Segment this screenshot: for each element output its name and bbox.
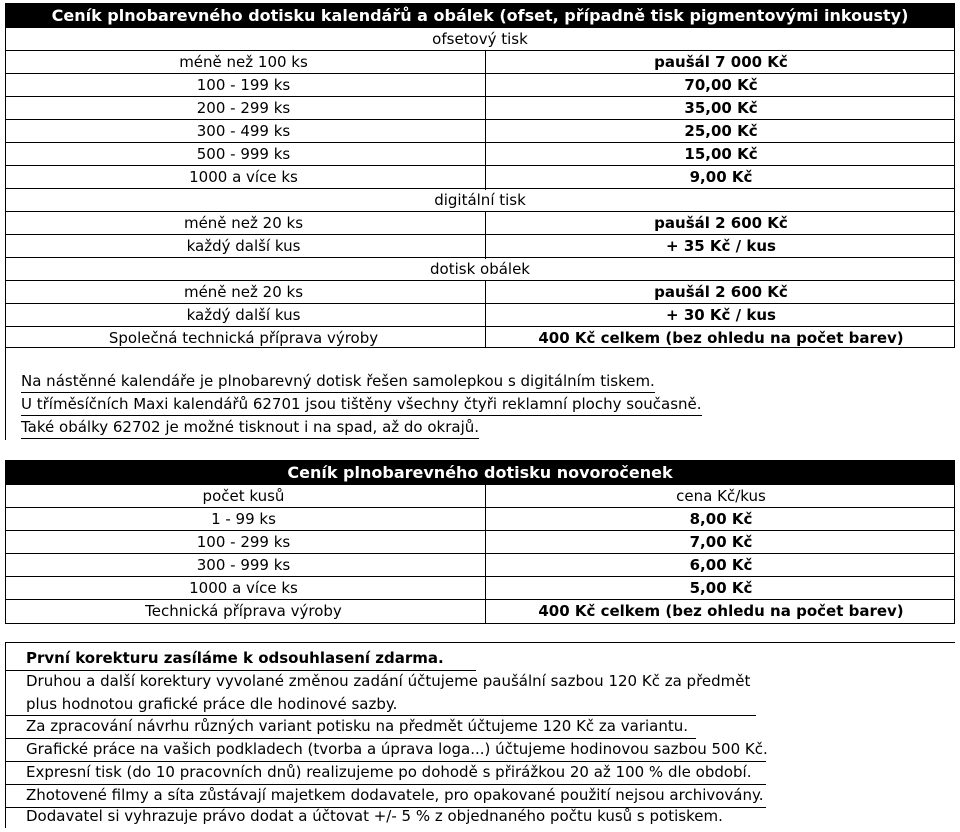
row-label: 1000 a více ks (189, 579, 298, 597)
row-value: 8,00 Kč (689, 510, 753, 528)
row-label: méně než 20 ks (183, 283, 304, 301)
note-line: Zhotovené filmy a síta zůstávají majetkem dodavatele, pro opakované použití nejsou archivovány. (26, 786, 764, 804)
greeting-card-price-table (5, 460, 955, 624)
table-row (6, 166, 954, 189)
row-value: paušál 2 600 Kč (654, 283, 788, 301)
calendar-notes (5, 348, 955, 440)
row-label: Technická příprava výroby (145, 602, 342, 620)
free-proof-note: První korekturu zasíláme k odsouhlasení zdarma. (26, 649, 444, 667)
table-row (6, 212, 954, 235)
table-row (6, 508, 954, 531)
section-heading-label: dotisk obálek (430, 260, 530, 278)
row-label: Společná technická příprava výroby (108, 329, 379, 347)
table-row (6, 143, 954, 166)
table-row (6, 577, 954, 600)
note-line: U tříměsíčních Maxi kalendářů 62701 jsou tištěny všechny čtyři reklamní plochy současně. (21, 393, 702, 416)
row-value: paušál 7 000 Kč (654, 53, 788, 71)
row-label: 300 - 999 ks (196, 556, 291, 574)
row-value: 15,00 Kč (684, 145, 758, 163)
row-label: 500 - 999 ks (196, 145, 291, 163)
row-value: 6,00 Kč (689, 556, 753, 574)
greeting-card-table-title: Ceník plnobarevného dotisku novoročenek (6, 461, 954, 485)
column-divider (485, 51, 486, 190)
table-row (6, 600, 954, 623)
note-line: plus hodnotou grafické práce dle hodinové sazby. (26, 695, 398, 713)
table-row (6, 51, 954, 74)
table-row (6, 327, 954, 350)
row-label: 1000 a více ks (189, 168, 298, 186)
section-heading-offset (6, 28, 954, 51)
row-label: 100 - 199 ks (196, 76, 291, 94)
note-line: Expresní tisk (do 10 pracovních dnů) realizujeme po dohodě s přirážkou 20 až 100 % dle období. (26, 763, 752, 781)
table-row (6, 554, 954, 577)
row-value: 5,00 Kč (689, 579, 753, 597)
row-value: 400 Kč celkem (bez ohledu na počet barev) (538, 602, 904, 620)
calendar-price-table (5, 3, 955, 348)
section-heading-envelopes (6, 258, 954, 281)
table-row (6, 304, 954, 327)
row-value: paušál 2 600 Kč (654, 214, 788, 232)
note-line: Také obálky 62702 je možné tisknout i na spad, až do okrajů. (21, 416, 479, 439)
table-row (6, 97, 954, 120)
note-line: Druhou a další korektury vyvolané změnou zadání účtujeme paušální sazbou 120 Kč za předmět (26, 672, 751, 690)
column-header-quantity: počet kusů (202, 487, 285, 505)
column-header-price: cena Kč/kus (676, 487, 766, 505)
section-heading-label: ofsetový tisk (432, 30, 528, 48)
note-line: Na nástěnné kalendáře je plnobarevný dotisk řešen samolepkou s digitálním tiskem. (21, 370, 655, 393)
row-value: 7,00 Kč (689, 533, 753, 551)
calendar-price-table-title: Ceník plnobarevného dotisku kalendářů a obálek (ofset, případně tisk pigmentovými inkousty) (6, 4, 954, 28)
terms-notes (5, 642, 955, 828)
column-divider (485, 281, 486, 348)
notes-border (5, 348, 6, 440)
row-value: 35,00 Kč (684, 99, 758, 117)
row-label: 100 - 299 ks (196, 533, 291, 551)
row-value: 400 Kč celkem (bez ohledu na počet barev) (538, 329, 904, 347)
note-line: Za zpracování návrhu různých variant potisku na předmět účtujeme 120 Kč za variantu. (26, 717, 689, 735)
note-line: Dodavatel si vyhrazuje právo dodat a účtovat +/- 5 % z objednaného počtu kusů s potiskem. (26, 807, 723, 825)
row-value: + 35 Kč / kus (666, 237, 776, 255)
row-label: 200 - 299 ks (196, 99, 291, 117)
table-row (6, 120, 954, 143)
row-label: 300 - 499 ks (196, 122, 291, 140)
note-line: Grafické práce na vašich podkladech (tvorba a úprava loga...) účtujeme hodinovou sazbou 500 Kč. (26, 740, 768, 758)
row-label: méně než 20 ks (183, 214, 304, 232)
row-value: 70,00 Kč (684, 76, 758, 94)
table-row (6, 74, 954, 97)
row-label: 1 - 99 ks (211, 510, 276, 528)
column-divider (485, 212, 486, 259)
table-row (6, 531, 954, 554)
table-row (6, 235, 954, 258)
row-label: méně než 100 ks (179, 53, 308, 71)
row-value: + 30 Kč / kus (666, 306, 776, 324)
row-value: 9,00 Kč (689, 168, 753, 186)
table-header-row (6, 485, 954, 508)
column-divider (485, 485, 486, 623)
section-heading-digital (6, 189, 954, 212)
section-heading-label: digitální tisk (434, 191, 526, 209)
row-value: 25,00 Kč (684, 122, 758, 140)
row-label: každý další kus (186, 237, 301, 255)
row-label: každý další kus (186, 306, 301, 324)
table-row (6, 281, 954, 304)
